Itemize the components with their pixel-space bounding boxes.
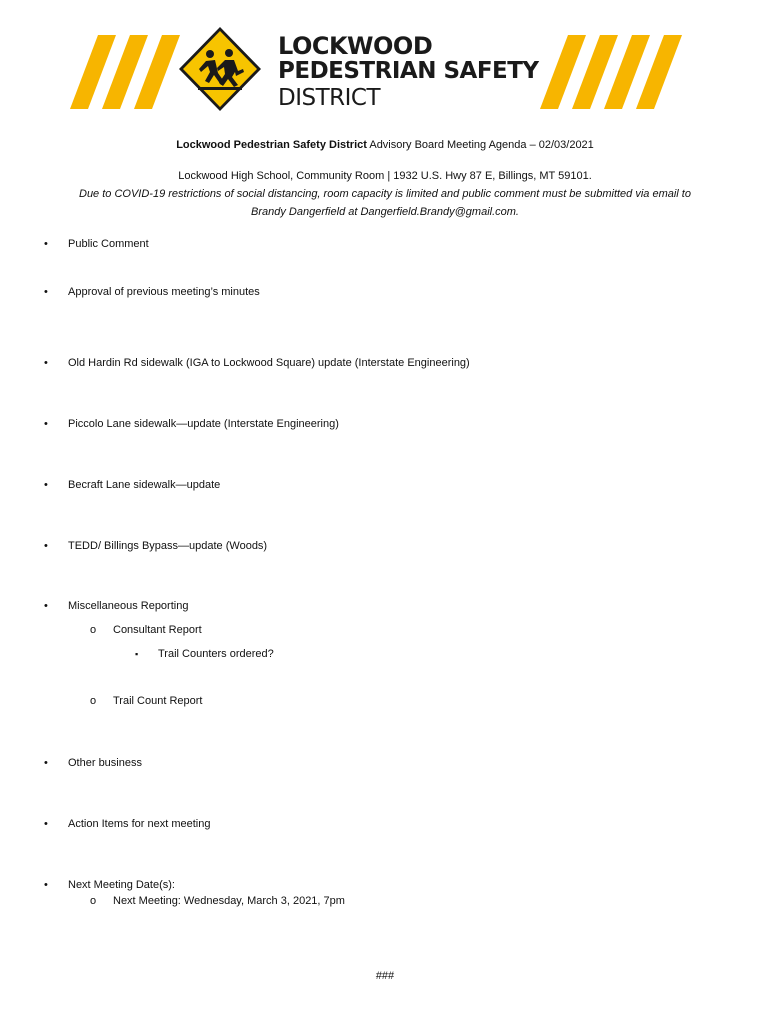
agenda-item-public-comment: Public Comment xyxy=(68,238,149,250)
pedestrian-sign-icon xyxy=(179,27,261,111)
agenda-item-minutes: Approval of previous meeting’s minutes xyxy=(68,286,260,298)
agenda-title-rest: Advisory Board Meeting Agenda – 02/03/2021 xyxy=(366,139,594,151)
sub-bullet-marker: o xyxy=(90,624,97,636)
end-marker: ### xyxy=(375,970,395,982)
bullet-marker: • xyxy=(44,479,48,491)
covid-notice-line-2: Brandy Dangerfield at Dangerfield.Brandy@gmail.com. xyxy=(251,206,519,218)
stripes-right xyxy=(540,35,682,109)
agenda-item-piccolo: Piccolo Lane sidewalk—update (Interstate Engineering) xyxy=(68,418,339,430)
covid-notice-line-1: Due to COVID-19 restrictions of social distancing, room capacity is limited and public comment must be submitted via email to xyxy=(79,188,691,200)
bullet-marker: • xyxy=(44,600,48,612)
subsub-bullet-marker: ▪ xyxy=(135,649,139,659)
bullet-marker: • xyxy=(44,238,48,250)
agenda-item-becraft: Becraft Lane sidewalk—update xyxy=(68,479,221,491)
logo-line-1: LOCKWOOD xyxy=(278,32,433,60)
stripes-left xyxy=(70,35,180,109)
agenda-item-next-meeting: Next Meeting Date(s): xyxy=(68,879,175,891)
agenda-title xyxy=(0,139,770,151)
bullet-marker: • xyxy=(44,418,48,430)
logo-line-3: DISTRICT xyxy=(278,85,381,111)
sub-bullet-marker: o xyxy=(90,695,97,707)
sub-item-consultant-report: Consultant Report xyxy=(113,624,202,636)
bullet-marker: • xyxy=(44,818,48,830)
sub-item-next-meeting-date: Next Meeting: Wednesday, March 3, 2021, 7pm xyxy=(113,895,345,907)
agenda-item-old-hardin: Old Hardin Rd sidewalk (IGA to Lockwood Square) update (Interstate Engineering) xyxy=(68,357,470,369)
sub-item-trail-count-report: Trail Count Report xyxy=(113,695,203,707)
logo-line-2: PEDESTRIAN SAFETY xyxy=(278,58,539,84)
org-name: Lockwood Pedestrian Safety District xyxy=(176,139,367,151)
meeting-location: Lockwood High School, Community Room | 1932 U.S. Hwy 87 E, Billings, MT 59101. xyxy=(178,170,592,182)
agenda-item-other-business: Other business xyxy=(68,757,142,769)
sub-bullet-marker: o xyxy=(90,895,97,907)
bullet-marker: • xyxy=(44,540,48,552)
bullet-marker: • xyxy=(44,286,48,298)
bullet-marker: • xyxy=(44,757,48,769)
agenda-item-action-items: Action Items for next meeting xyxy=(68,818,211,830)
bullet-marker: • xyxy=(44,357,48,369)
agenda-item-misc: Miscellaneous Reporting xyxy=(68,600,189,612)
agenda-item-tedd: TEDD/ Billings Bypass—update (Woods) xyxy=(68,540,268,552)
bullet-marker: • xyxy=(44,879,48,891)
subsub-item-trail-counters: Trail Counters ordered? xyxy=(158,648,274,660)
